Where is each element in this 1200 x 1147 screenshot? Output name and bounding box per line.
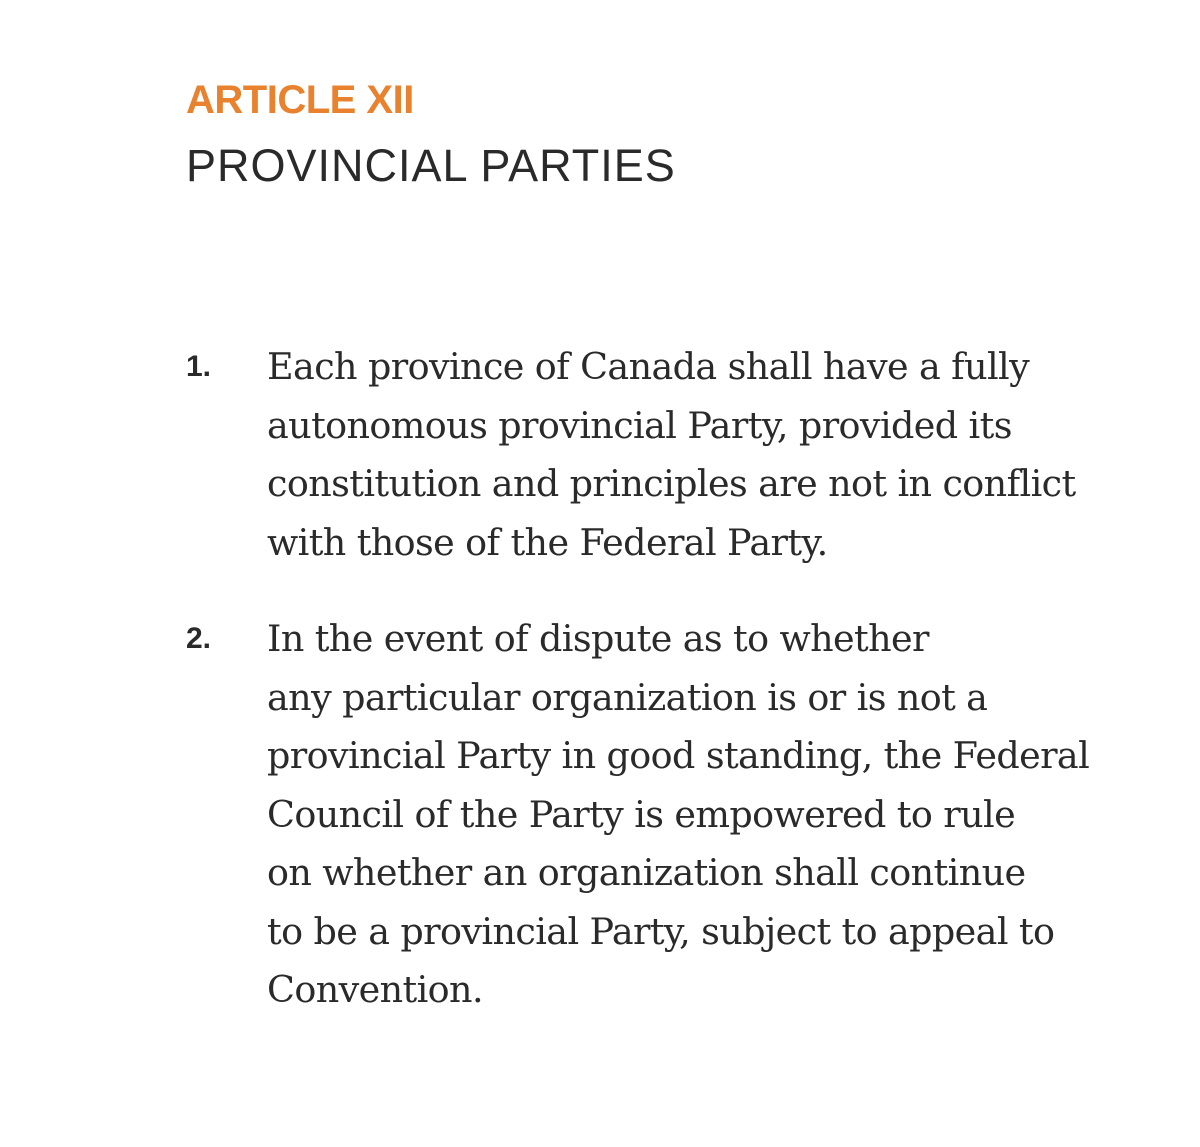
clause-line: Each province of Canada shall have a fully (267, 345, 1030, 388)
clause-line: provincial Party in good standing, the Federal (267, 734, 1090, 777)
clause-line: Convention. (267, 968, 483, 1011)
clause-line: autonomous provincial Party, provided its (267, 403, 1012, 447)
clause-text (267, 610, 1200, 1020)
article-title: PROVINCIAL PARTIES (186, 140, 676, 191)
clause-line: In the event of dispute as to whether (267, 617, 929, 660)
clause-line: with those of the Federal Party. (267, 520, 828, 564)
clause-line: to be a provincial Party, subject to appeal to (267, 909, 1055, 953)
clause-number: 2. (186, 622, 212, 655)
clause-number: 1. (186, 350, 212, 383)
clause-line: any particular organization is or is not a (267, 675, 988, 719)
clause-text (267, 338, 1200, 572)
clause-line: constitution and principles are not in conflict (267, 462, 1076, 505)
clause-line: Council of the Party is empowered to rule (267, 792, 1016, 836)
clause-line: on whether an organization shall continue (267, 851, 1026, 894)
article-label: ARTICLE XII (186, 78, 414, 122)
